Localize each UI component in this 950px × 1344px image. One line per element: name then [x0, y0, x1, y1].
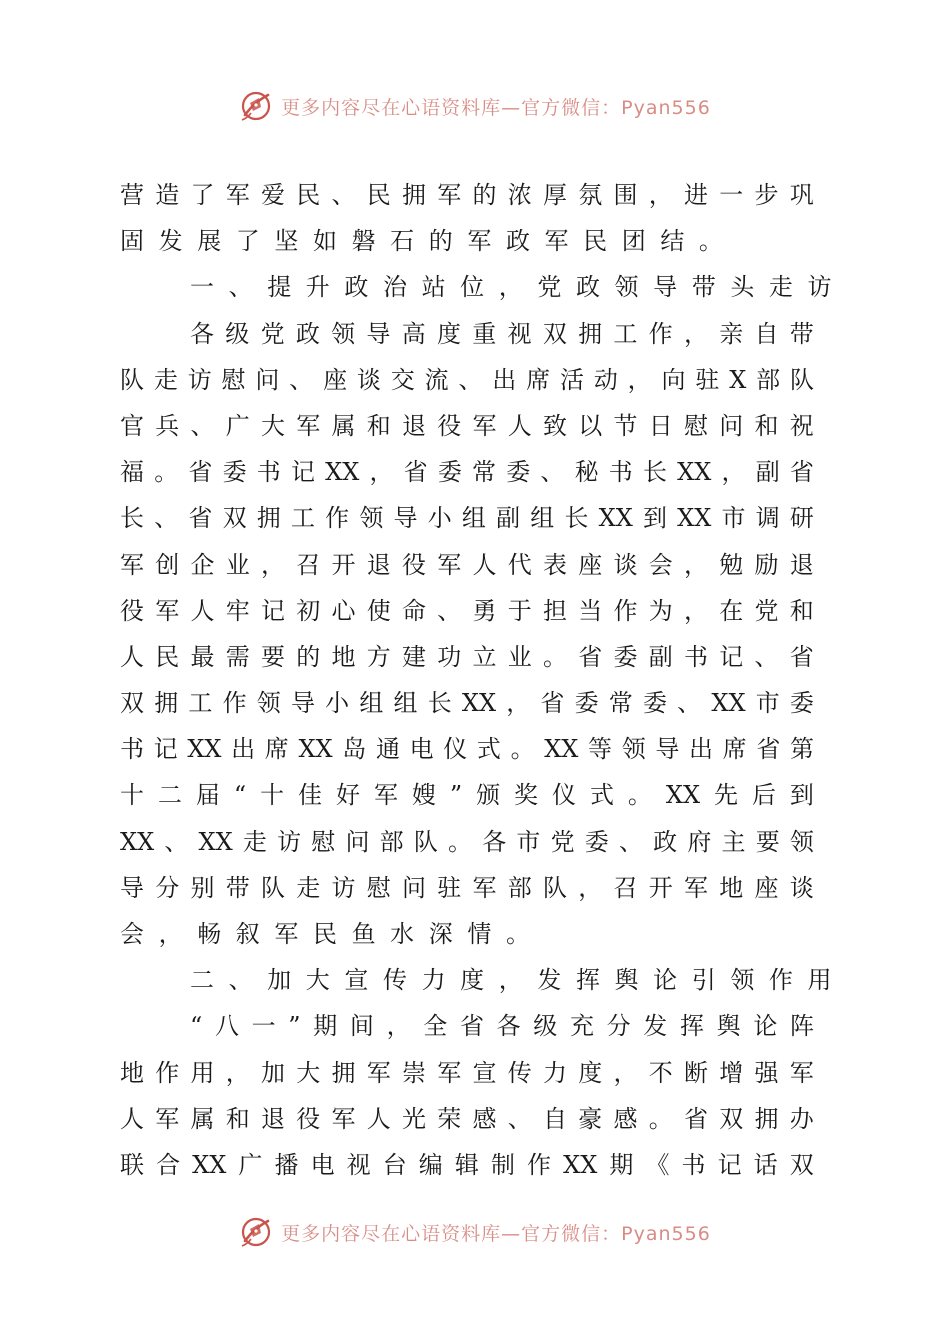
section-heading: 二 、 加 大 宣 传 力 度 ， 发 挥 舆 论 引 领 作 用: [190, 966, 832, 995]
paragraph-line: 联 合 XX 广 播 电 视 台 编 辑 制 作 XX 期 《 书 记 话 双: [120, 1150, 814, 1179]
paragraph-line: 军 创 企 业 ， 召 开 退 役 军 人 代 表 座 谈 会 ， 勉 励 退: [120, 550, 814, 579]
paragraph-line: 役 军 人 牢 记 初 心 使 命 、 勇 于 担 当 作 为 ， 在 党 和: [120, 596, 814, 625]
paragraph-line: 队 走 访 慰 问 、 座 谈 交 流 、 出 席 活 动 ， 向 驻 X 部 队: [120, 365, 814, 394]
paragraph-line: 固 发 展 了 坚 如 磐 石 的 军 政 军 民 团 结 。: [120, 227, 723, 256]
paragraph-line: 长 、 省 双 拥 工 作 领 导 小 组 副 组 长 XX 到 XX 市 调 研: [120, 504, 814, 533]
paragraph-line: 会 ， 畅 叙 军 民 鱼 水 深 情 。: [120, 920, 530, 948]
footer-watermark: [0, 1210, 950, 1254]
paragraph-line: 导 分 别 带 队 走 访 慰 问 驻 军 部 队 ， 召 开 军 地 座 谈: [120, 873, 814, 902]
watermark-text: 更多内容尽在心语资料库—官方微信：Pyan556: [281, 1222, 711, 1245]
section-heading: 一 、 提 升 政 治 站 位 ， 党 政 领 导 带 头 走 访: [190, 273, 832, 302]
paragraph-line: 人 民 最 需 要 的 地 方 建 功 立 业 。 省 委 副 书 记 、 省: [120, 642, 814, 671]
paragraph-line: 双 拥 工 作 领 导 小 组 组 长 XX ， 省 委 常 委 、 XX 市 委: [120, 689, 814, 718]
paragraph-line: XX 、 XX 走 访 慰 问 部 队 。 各 市 党 委 、 政 府 主 要 领: [120, 827, 814, 856]
paragraph-line: 官 兵 、 广 大 军 属 和 退 役 军 人 致 以 节 日 慰 问 和 祝: [120, 411, 814, 440]
paragraph-line: 各 级 党 政 领 导 高 度 重 视 双 拥 工 作 ， 亲 自 带: [190, 319, 814, 348]
paragraph-line: 人 军 属 和 退 役 军 人 光 荣 感 、 自 豪 感 。 省 双 拥 办: [120, 1104, 814, 1133]
paragraph-line: 十 二 届 “ 十 佳 好 军 嫂 ” 颁 奖 仪 式 。 XX 先 后 到: [120, 781, 814, 810]
paragraph-line: 营 造 了 军 爱 民 、 民 拥 军 的 浓 厚 氛 围 ， 进 一 步 巩: [120, 181, 814, 209]
pen-nib-logo-icon: [239, 1215, 273, 1249]
pen-nib-logo-icon: [239, 89, 273, 123]
document-body: [120, 172, 832, 1188]
paragraph-line: 福 。 省 委 书 记 XX ， 省 委 常 委 、 秘 书 长 XX ， 副 省: [120, 458, 814, 487]
paragraph-line: 地 作 用 ， 加 大 拥 军 崇 军 宣 传 力 度 ， 不 断 增 强 军: [120, 1058, 814, 1087]
paragraph-line: “ 八 一 ” 期 间 ， 全 省 各 级 充 分 发 挥 舆 论 阵: [190, 1012, 814, 1041]
paragraph-line: 书 记 XX 出 席 XX 岛 通 电 仪 式 。 XX 等 领 导 出 席 省 第: [120, 735, 814, 764]
watermark-text: 更多内容尽在心语资料库—官方微信：Pyan556: [281, 96, 711, 119]
header-watermark: [0, 84, 950, 128]
